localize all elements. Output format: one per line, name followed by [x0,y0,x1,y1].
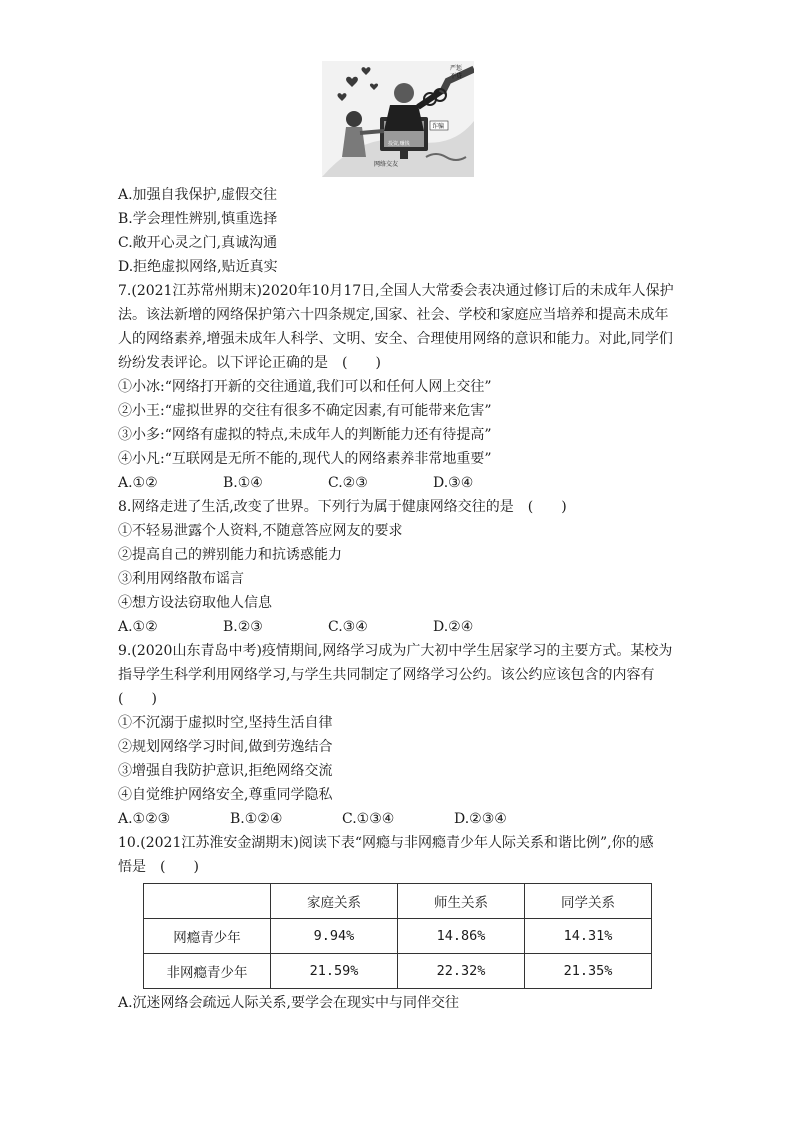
table-header-cell: 师生关系 [398,884,525,919]
q9-item-3: ③增强自我防护意识,拒绝网络交流 [118,763,333,779]
q8-option-c: C.③④ [328,619,368,635]
q9-option-d: D.②③④ [454,811,507,827]
q8-options [118,615,678,639]
q7-item-1: ①小冰:“网络打开新的交往通道,我们可以和任何人网上交往” [118,379,492,395]
table-cell: 14.31% [525,919,652,954]
q8-option-a: A.①② [118,619,158,635]
q7-options [118,471,678,495]
q7-option-b: B.①④ [223,475,263,491]
q6-option-a: A.加强自我保护,虚假交往 [118,187,278,203]
table-header-cell [144,884,271,919]
q7-stem-line-3: 人的网络素养,增强未成年人科学、文明、安全、合理使用网络的意识和能力。对此,同学们 [118,331,673,347]
label-touzi: 投资,赚钱 [388,141,410,147]
q6-option-d: D.拒绝虚拟网络,贴近真实 [118,259,278,275]
q9-options [118,807,678,831]
table-header-cell: 同学关系 [525,884,652,919]
q7-stem-line-2: 法。该法新增的网络保护第六十四条规定,国家、社会、学校和家庭应当培养和提高未成年 [118,307,669,323]
q7-item-3: ③小多:“网络有虚拟的特点,未成年人的判断能力还有待提高” [118,427,492,443]
table-row [144,954,652,989]
q10-stem-line-1: 10.(2021江苏淮安金湖期末)阅读下表“网瘾与非网瘾青少年人际关系和谐比例”,你的感 [118,835,654,851]
q7-option-a: A.①② [118,475,158,491]
table-row-label: 非网瘾青少年 [144,954,271,989]
woman-head [346,111,362,127]
q8-stem: 8.网络走进了生活,改变了世界。下列行为属于健康网络交往的是 ( ) [118,499,567,515]
table-cell: 9.94% [271,919,398,954]
q7-item-2: ②小王:“虚拟世界的交往有很多不确定因素,有可能带来危害” [118,403,492,419]
table-cell: 14.86% [398,919,525,954]
q8-item-3: ③利用网络散布谣言 [118,571,244,587]
q7-stem-line-4: 纷纷发表评论。以下评论正确的是 ( ) [118,355,381,371]
label-budai: 不贷 [450,73,463,80]
question-content [118,183,678,1015]
q8-item-1: ①不轻易泄露个人资料,不随意答应网友的要求 [118,523,403,539]
q9-stem-line-2: 指导学生科学利用网络学习,与学生共同制定了网络学习公约。该公约应该包含的内容有 [118,667,655,683]
q9-stem-line-1: 9.(2020山东青岛中考)疫情期间,网络学习成为广大初中学生居家学习的主要方式。某校为 [118,643,673,659]
label-wangluojiaoyou: 网络交友 [374,161,399,168]
table-cell: 22.32% [398,954,525,989]
q6-option-c: C.敞开心灵之门,真诚沟通 [118,235,278,251]
label-yanchen: 严惩 [450,65,463,72]
table-header-cell: 家庭关系 [271,884,398,919]
q7-stem-line-1: 7.(2021江苏常州期末)2020年10月17日,全国人大常委会表决通过修订后的未成年人保护 [118,283,674,299]
table-row-label: 网瘾青少年 [144,919,271,954]
q9-option-a: A.①②③ [118,811,171,827]
table-cell: 21.59% [271,954,398,989]
table-header-row [144,884,652,919]
label-zhapian: 诈骗 [432,123,445,130]
q9-option-b: B.①②④ [230,811,283,827]
q8-option-d: D.②④ [433,619,474,635]
scammer-head [394,83,414,103]
cartoon-illustration [322,61,474,177]
table-cell: 21.35% [525,954,652,989]
q9-option-c: C.①③④ [342,811,395,827]
q7-option-c: C.②③ [328,475,368,491]
q9-item-1: ①不沉溺于虚拟时空,坚持生活自律 [118,715,333,731]
q9-item-4: ④自觉维护网络安全,尊重同学隐私 [118,787,333,803]
q8-item-2: ②提高自己的辨别能力和抗诱惑能力 [118,547,342,563]
q9-item-2: ②规划网络学习时间,做到劳逸结合 [118,739,333,755]
q7-option-d: D.③④ [433,475,474,491]
q10-option-a: A.沉迷网络会疏远人际关系,要学会在现实中与同伴交往 [118,995,460,1011]
q10-stem-line-2: 悟是 ( ) [118,859,199,875]
q6-option-b: B.学会理性辨别,慎重选择 [118,211,278,227]
relationship-table [143,883,652,989]
table-row [144,919,652,954]
q8-option-b: B.②③ [223,619,263,635]
q8-item-4: ④想方设法窃取他人信息 [118,595,272,611]
q7-item-4: ④小凡:“互联网是无所不能的,现代人的网络素养非常地重要” [118,451,492,467]
q9-stem-line-3: ( ) [118,691,157,707]
